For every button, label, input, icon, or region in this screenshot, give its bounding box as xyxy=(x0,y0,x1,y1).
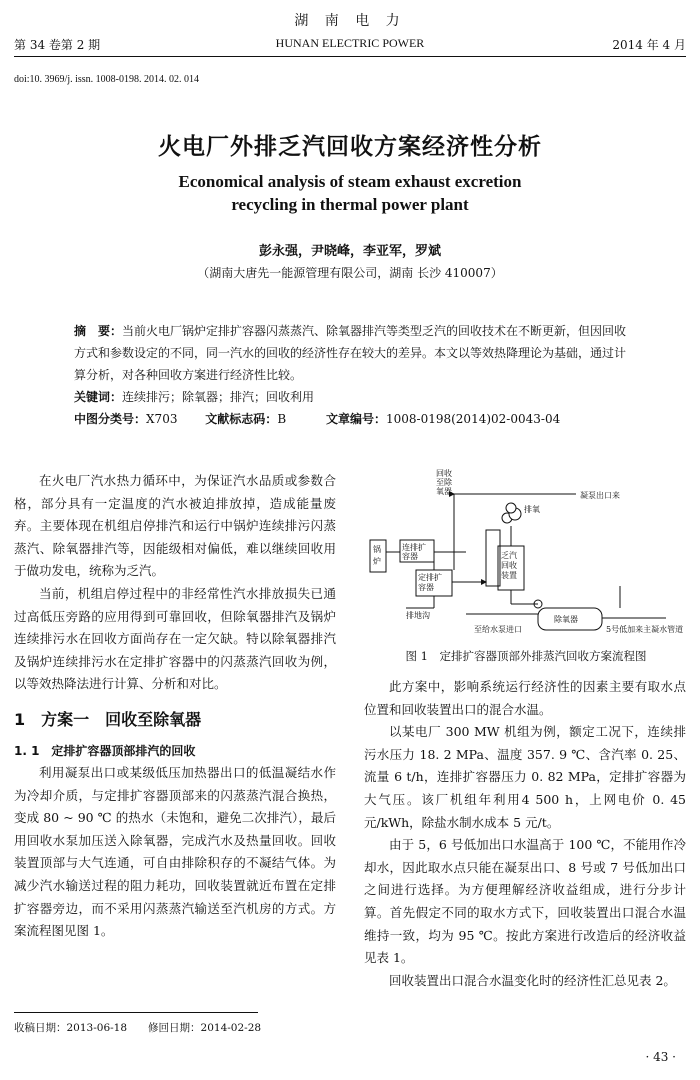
fig-label-trench: 排地沟 xyxy=(406,611,430,620)
abstract-block xyxy=(74,320,634,430)
figure-caption: 图 1 定排扩容器顶部外排蒸汽回收方案流程图 xyxy=(405,649,647,663)
paragraph: 当前，机组启停过程中的非经常性汽水排放损失已通过高低压旁路的应用得到可靠回收，但除氧器排汽及锅炉连续排污水在回收方面尚存在一定欠缺。特以除氧器排汽及锅炉连续排污水在定排扩容器中的闪蒸蒸汽回收为例，以等效热降法进行计算、分析和对比。 xyxy=(14,585,336,692)
doi: doi:10. 3969/j. issn. 1008-0198. 2014. 02. 014 xyxy=(14,74,200,85)
doc-code-value: B xyxy=(277,412,287,426)
fig-label-heater-outlet: 5号低加来主凝水管道 xyxy=(606,625,684,634)
svg-text:容器: 容器 xyxy=(418,583,434,592)
fig-label-recovery: 乏汽 xyxy=(501,551,517,560)
paragraph: 在火电厂汽水热力循环中，为保证汽水品质或参数合格，部分具有一定温度的汽水被迫排放掉，造成能量废弃。主要体现在机组启停排汽和运行中锅炉连续排污闪蒸蒸汽、除氧器排汽等，因能级相对偏低，难以继续回收用于做功发电，统称为乏汽。 xyxy=(14,473,336,579)
journal-name-cn: 湖 南 电 力 xyxy=(294,13,406,29)
fig-label-deaerator: 除氧器 xyxy=(554,615,578,624)
fig-label-exhaust: 排氧 xyxy=(524,505,540,514)
clc-value: X703 xyxy=(146,412,178,426)
fig-label-periodic-blowdown: 定排扩 xyxy=(418,573,442,582)
svg-text:至除: 至除 xyxy=(436,478,452,487)
authors: 彭永强，尹晓峰，李亚军，罗斌 xyxy=(258,244,441,259)
volume-issue: 第 34 卷第 2 期 xyxy=(14,38,101,52)
classification-line xyxy=(74,408,634,430)
fig-label-feed-pump: 至给水泵进口 xyxy=(474,625,522,634)
title-en-line2: recycling in thermal power plant xyxy=(231,195,469,214)
issue-date: 2014 年 4 月 xyxy=(612,38,686,52)
svg-text:装置: 装置 xyxy=(501,571,517,580)
article-no-label: 文章编号： xyxy=(325,412,386,426)
paragraph: 回收装置出口混合水温变化时的经济性汇总见表 2。 xyxy=(389,972,676,988)
section-heading: 1 方案一 回收至除氧器 xyxy=(14,709,202,729)
fig-label-pump-outlet: 凝泵出口来 xyxy=(580,491,620,500)
subsection-heading: 1. 1 定排扩容器顶部排汽的回收 xyxy=(14,743,196,758)
paragraph: 由于 5，6 号低加出口水温高于 100 ℃，不能用作冷却水，因此取水点只能在凝泵出口、8 号或 7 号低加出口之间进行选择。为方便理解经济收益组成，进行分步计算。首先假定不同的取水方式下，回收装置出口混合水温维持一致，均为 95 ℃。按此方案进行改造后的经济收益见表 1。 xyxy=(364,837,686,966)
abstract xyxy=(74,320,634,386)
figure-1 xyxy=(366,466,686,636)
affiliation: （湖南大唐先一能源管理有限公司，湖南 长沙 410007） xyxy=(197,266,503,280)
svg-text:炉: 炉 xyxy=(373,557,381,566)
keywords-label: 关键词： xyxy=(74,390,123,404)
fig-label-deaerator-top: 回收 xyxy=(436,469,452,478)
paragraph: 利用凝泵出口或某级低压加热器出口的低温凝结水作为冷却介质，与定排扩容器顶部来的闪蒸蒸汽混合换热，变成 80 ~ 90 ℃ 的热水（未饱和，避免二次排汽），最后用回收水泵加压送入除氧器，完成汽水及热量回收。回收装置顶部与大气连通，可自由排除积存的不凝结气体。为减少汽水输送过程的阻力耗功，回收装置就近布置在定排扩容器旁边，而不采用闪蒸蒸汽输送至汽机房的方式。方案流程图见图 1。 xyxy=(14,764,336,939)
title-cn: 火电厂外排乏汽回收方案经济性分析 xyxy=(158,133,542,160)
flow-diagram xyxy=(366,466,686,636)
svg-text:氧器: 氧器 xyxy=(436,487,452,496)
doc-code-label: 文献标志码： xyxy=(205,412,278,426)
journal-name-en: HUNAN ELECTRIC POWER xyxy=(275,36,425,50)
svg-text:容器: 容器 xyxy=(402,552,418,561)
left-column xyxy=(14,470,336,943)
header-rule xyxy=(14,56,686,57)
paragraph: 此方案中，影响系统运行经济性的因素主要有取水点位置和回收装置出口的混合水温。 xyxy=(364,679,686,717)
right-column xyxy=(364,676,686,992)
keywords-text: 连续排污；除氧器；排汽；回收利用 xyxy=(122,390,315,404)
article-no-value: 1008-0198(2014)02-0043-04 xyxy=(385,412,561,426)
abstract-text: 当前火电厂锅炉定排扩容器闪蒸蒸汽、除氧器排汽等类型乏汽的回收技术在不断更新，但因回收方式和参数设定的不同，同一汽水的回收的经济性存在较大的差异。本文以等效热降理论为基础，通过计算分析，对各种回收方案进行经济性比较。 xyxy=(74,324,627,382)
clc-label: 中图分类号： xyxy=(74,412,147,426)
footnote-dates: 收稿日期：2013-06-18 修回日期：2014-02-28 xyxy=(14,1022,262,1034)
svg-text:回收: 回收 xyxy=(501,561,517,570)
abstract-label: 摘 要： xyxy=(74,324,123,338)
fig-label-cont-blowdown: 连排扩 xyxy=(402,543,426,552)
paragraph: 以某电厂 300 MW 机组为例，额定工况下，连续排污水压力 18. 2 MPa、温度 357. 9 ℃、含汽率 0. 25、流量 6 t/h，连排扩容器压力 0. 82 MPa，定排扩容器为大气压。该厂机组年利用4 500 h，上网电价 0. 45 元/kWh，除盐水制水成本 5 元/t。 xyxy=(364,724,686,830)
fig-label-boiler: 锅 xyxy=(373,545,381,554)
title-en-line1: Economical analysis of steam exhaust excretion xyxy=(178,172,522,191)
page-number: · 43 · xyxy=(645,1050,676,1064)
keywords xyxy=(74,386,634,408)
footnote-rule xyxy=(14,1012,258,1013)
